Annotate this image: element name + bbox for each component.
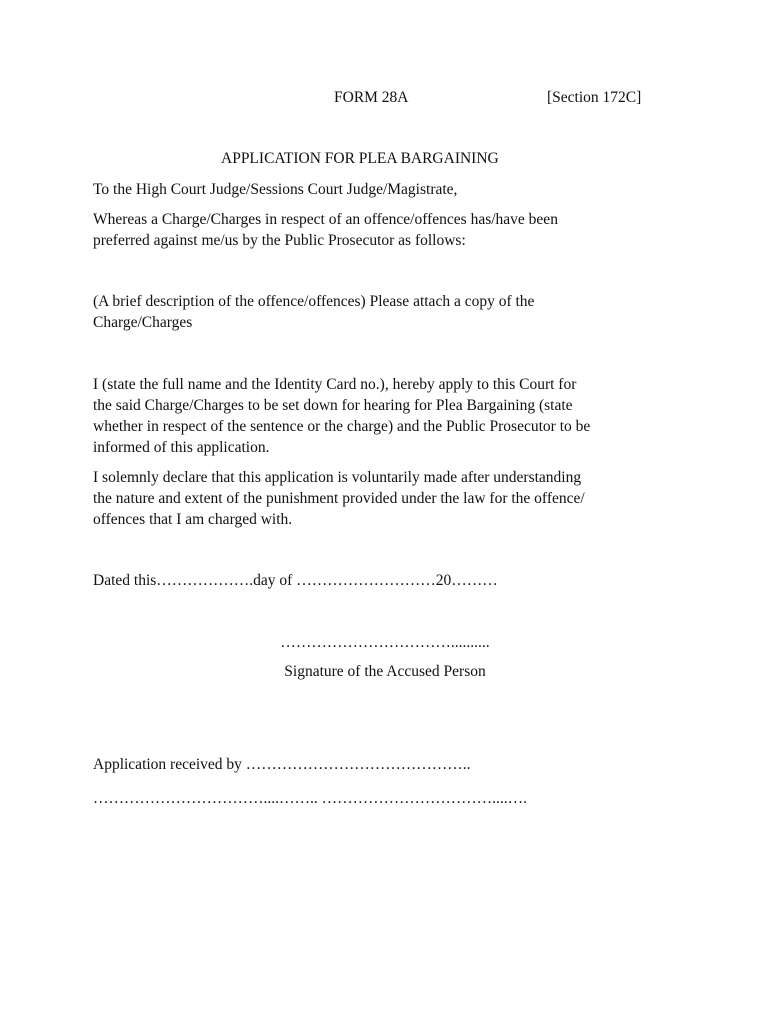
form-title: APPLICATION FOR PLEA BARGAINING: [221, 150, 499, 167]
signature-dotted-line: ……………………………..........: [280, 634, 490, 651]
section-reference: [Section 172C]: [547, 89, 642, 106]
paragraph-line: Charge/Charges: [93, 314, 193, 331]
form-number: FORM 28A: [334, 89, 409, 106]
paragraph-line: whether in respect of the sentence or the charge) and the Public Prosecutor to be: [93, 418, 591, 435]
paragraph-line: the said Charge/Charges to be set down for hearing for Plea Bargaining (state: [93, 397, 573, 414]
application-paragraph: [93, 374, 693, 458]
offence-description-paragraph: [93, 291, 693, 333]
received-dotted-line: ……………………………....…….. ……………………………....….: [93, 790, 527, 807]
paragraph-line: offences that I am charged with.: [93, 511, 293, 528]
dated-line: Dated this……………….day of ………………………20………: [93, 572, 498, 589]
whereas-paragraph: [93, 209, 693, 251]
paragraph-line: I (state the full name and the Identity Card no.), hereby apply to this Court for: [93, 376, 577, 393]
paragraph-line: Whereas a Charge/Charges in respect of an offence/offences has/have been: [93, 211, 558, 228]
signature-label: Signature of the Accused Person: [284, 663, 486, 680]
paragraph-line: I solemnly declare that this application is voluntarily made after understanding: [93, 469, 582, 486]
declaration-paragraph: [93, 467, 693, 530]
paragraph-line: (A brief description of the offence/offences) Please attach a copy of the: [93, 293, 535, 310]
received-by-line: Application received by ……………………………………..: [93, 756, 471, 773]
paragraph-line: informed of this application.: [93, 439, 270, 456]
paragraph-line: preferred against me/us by the Public Prosecutor as follows:: [93, 232, 466, 249]
paragraph-line: the nature and extent of the punishment provided under the law for the offence/: [93, 490, 585, 507]
addressee-line: To the High Court Judge/Sessions Court Judge/Magistrate,: [93, 181, 458, 198]
